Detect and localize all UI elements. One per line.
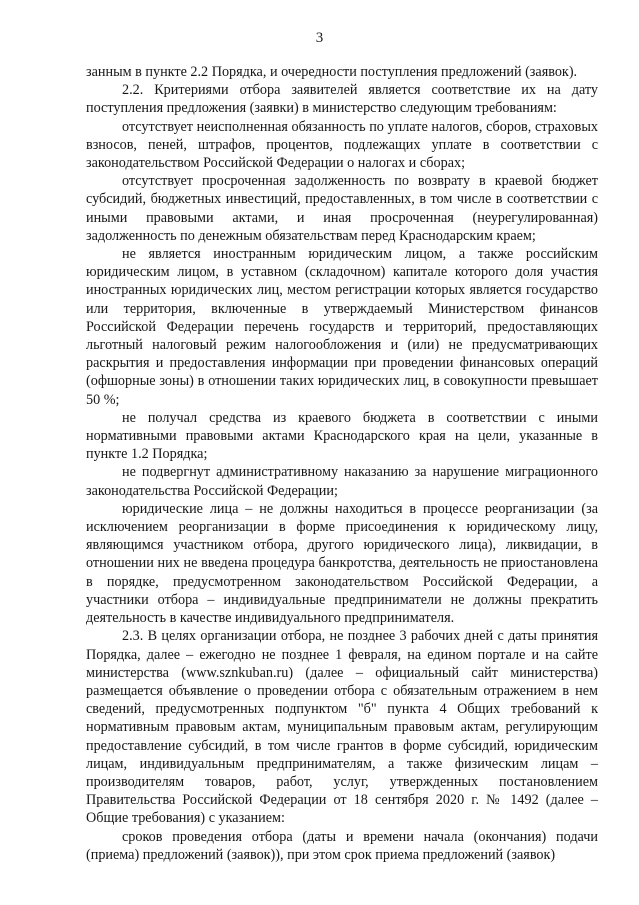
paragraph-requirement-migration: не подвергнут административному наказанию за нарушение миграционного законодательства Российской Федерации; [86,464,598,499]
paragraph-requirement-no-funds: не получал средства из краевого бюджета в соответствии с иными нормативными правовыми актами Краснодарского края на цели, указанные в пункте 1.2 Порядка; [86,409,598,463]
paragraph-requirement-debt: отсутствует просроченная задолженность по возврату в краевой бюджет субсидий, бюджетных инвестиций, предоставленных, в том числе в соответствии с иными правовыми актами, и иная просроченная (неурегулированная) задолженность по денежным обязательствам перед Краснодарским краем; [86,173,598,244]
document-body [86,63,598,864]
page-number: 3 [315,30,324,46]
paragraph-terms: сроков проведения отбора (даты и времени начала (окончания) подачи (приема) предложений (заявок)), при этом срок приема предложений (заявок) [86,828,598,863]
paragraph-continuation: занным в пункте 2.2 Порядка, и очередности поступления предложений (заявок). [86,64,578,80]
paragraph-requirement-taxes: отсутствует неисполненная обязанность по уплате налогов, сборов, страховых взносов, пеней, штрафов, процентов, подлежащих уплате в соответствии с законодательством Российской Федерации о налогах и сборах; [86,118,598,172]
paragraph-requirement-foreign-entity: не является иностранным юридическим лицом, а также российским юридическим лицом, в уставном (складочном) капитале которого доля участия иностранных юридических лиц, местом регистрации которых является государство или территория, включенные в утверждаемый Министерством финансов Российской Федерации перечень государств и территорий, предоставляющих льготный налоговый режим налогообложения и (или) не предусматривающих раскрытия и предоставления информации при проведении финансовых операций (офшорные зоны) в отношении таких юридических лиц, в совокупности превышает 50 %; [86,246,598,408]
paragraph-2-2-heading: 2.2. Критериями отбора заявителей является соответствие их на дату поступления предложения (заявки) в министерство следующим требованиям: [86,82,598,117]
paragraph-2-3: 2.3. В целях организации отбора, не позднее 3 рабочих дней с даты принятия Порядка, далее – ежегодно не позднее 1 февраля, на едином портале и на сайте министерства (www.sznkuban.ru) (далее – официальный сайт министерства) размещается объявление о проведении отбора с обязательным отражением в нем сведений, предусмотренных подпунктом "б" пункта 4 Общих требований к нормативным правовым актам, муниципальным правовым актам, регулирующим предоставление субсидий, в том числе грантов в форме субсидий, юридическим лицам, индивидуальным предпринимателям, а также физическим лицам – производителям товаров, работ, услуг, утвержденных постановлением Правительства Российской Федерации от 18 сентября 2020 г. № 1492 (далее – Общие требования) с указанием: [86,628,598,827]
paragraph-requirement-reorganization: юридические лица – не должны находиться в процессе реорганизации (за исключением реорганизации в форме присоединения к юридическому лицу, являющимся участником отбора, другого юридического лица), ликвидации, в отношении них не введена процедура банкротства, деятельность не приостановлена в порядке, предусмотренном законодательством Российской Федерации, а участники отбора – индивидуальные предприниматели не должны прекратить деятельность в качестве индивидуального предпринимателя. [86,500,598,627]
